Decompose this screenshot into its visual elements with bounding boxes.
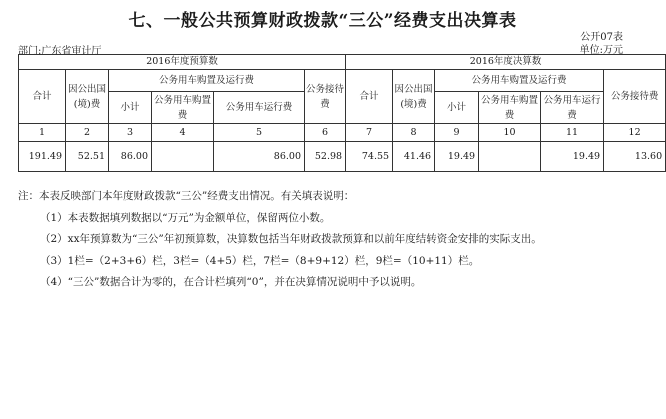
value-cell: 41.46: [393, 142, 435, 172]
budget-group-header: 2016年度预算数: [19, 55, 346, 70]
form-code: 公开07表: [580, 32, 623, 43]
value-cell: 86.00: [109, 142, 152, 172]
department-label: 部门:广东省审计厅: [18, 46, 102, 57]
col-number: 2: [66, 124, 109, 142]
budget-reception-header: 公务接待费: [305, 70, 346, 124]
budget-vehicle-operation-header: 公务用车运行费: [214, 92, 305, 124]
final-vehicle-group-header: 公务用车购置及运行费: [435, 70, 604, 92]
final-reception-header: 公务接待费: [604, 70, 666, 124]
final-group-header: 2016年度决算数: [346, 55, 666, 70]
col-number: 4: [152, 124, 214, 142]
note-item: （3）1栏=（2+3+6）栏，3栏=（4+5）栏，7栏=（8+9+12）栏，9栏=（10+11）栏。: [40, 254, 480, 267]
col-number: 1: [19, 124, 66, 142]
budget-abroad-header: 因公出国(境)费: [66, 70, 109, 124]
col-number: 5: [214, 124, 305, 142]
note-item: （4）“三公”数据合计为零的，在合计栏填列“0”，并在决算情况说明中予以说明。: [40, 276, 422, 288]
header-row-2: [19, 70, 666, 92]
column-number-row: [19, 124, 666, 142]
value-cell: 52.51: [66, 142, 109, 172]
final-abroad-header: 因公出国(境)费: [393, 70, 435, 124]
col-number: 3: [109, 124, 152, 142]
final-total-header: 合计: [346, 70, 393, 124]
value-cell: 13.60: [604, 142, 666, 172]
final-vehicle-operation-header: 公务用车运行费: [541, 92, 604, 124]
col-number: 10: [479, 124, 541, 142]
final-vehicle-purchase-header: 公务用车购置费: [479, 92, 541, 124]
budget-vehicle-group-header: 公务用车购置及运行费: [109, 70, 305, 92]
budget-total-header: 合计: [19, 70, 66, 124]
page-number: [0, 362, 1, 402]
notes-section: [18, 186, 628, 294]
col-number: 9: [435, 124, 479, 142]
value-cell: 19.49: [541, 142, 604, 172]
note-item: （1）本表数据填列数据以“万元”为金额单位，保留两位小数。: [40, 211, 331, 224]
col-number: 8: [393, 124, 435, 142]
value-cell: 191.49: [19, 142, 66, 172]
value-cell: [152, 142, 214, 172]
budget-vehicle-purchase-header: 公务用车购置费: [152, 92, 214, 124]
unit-label: 单位:万元: [579, 45, 623, 56]
value-row: [19, 142, 666, 172]
three-public-expenses-table: [18, 54, 666, 172]
col-number: 12: [604, 124, 666, 142]
note-intro: 注：本表反映部门本年度财政拨款“三公”经费支出情况。有关填表说明：: [18, 190, 355, 202]
value-cell: 74.55: [346, 142, 393, 172]
col-number: 11: [541, 124, 604, 142]
value-cell: [479, 142, 541, 172]
value-cell: 86.00: [214, 142, 305, 172]
note-item: （2）xx年预算数为“三公”年初预算数，决算数包括当年财政拨款预算和以前年度结转资金安排的实际支出。: [40, 233, 542, 245]
final-subtotal-header: 小计: [435, 92, 479, 124]
budget-subtotal-header: 小计: [109, 92, 152, 124]
header-row-groups: [19, 55, 666, 70]
page-title: 七、一般公共预算财政拨款“三公”经费支出决算表: [128, 11, 517, 31]
col-number: 7: [346, 124, 393, 142]
value-cell: 19.49: [435, 142, 479, 172]
col-number: 6: [305, 124, 346, 142]
value-cell: 52.98: [305, 142, 346, 172]
